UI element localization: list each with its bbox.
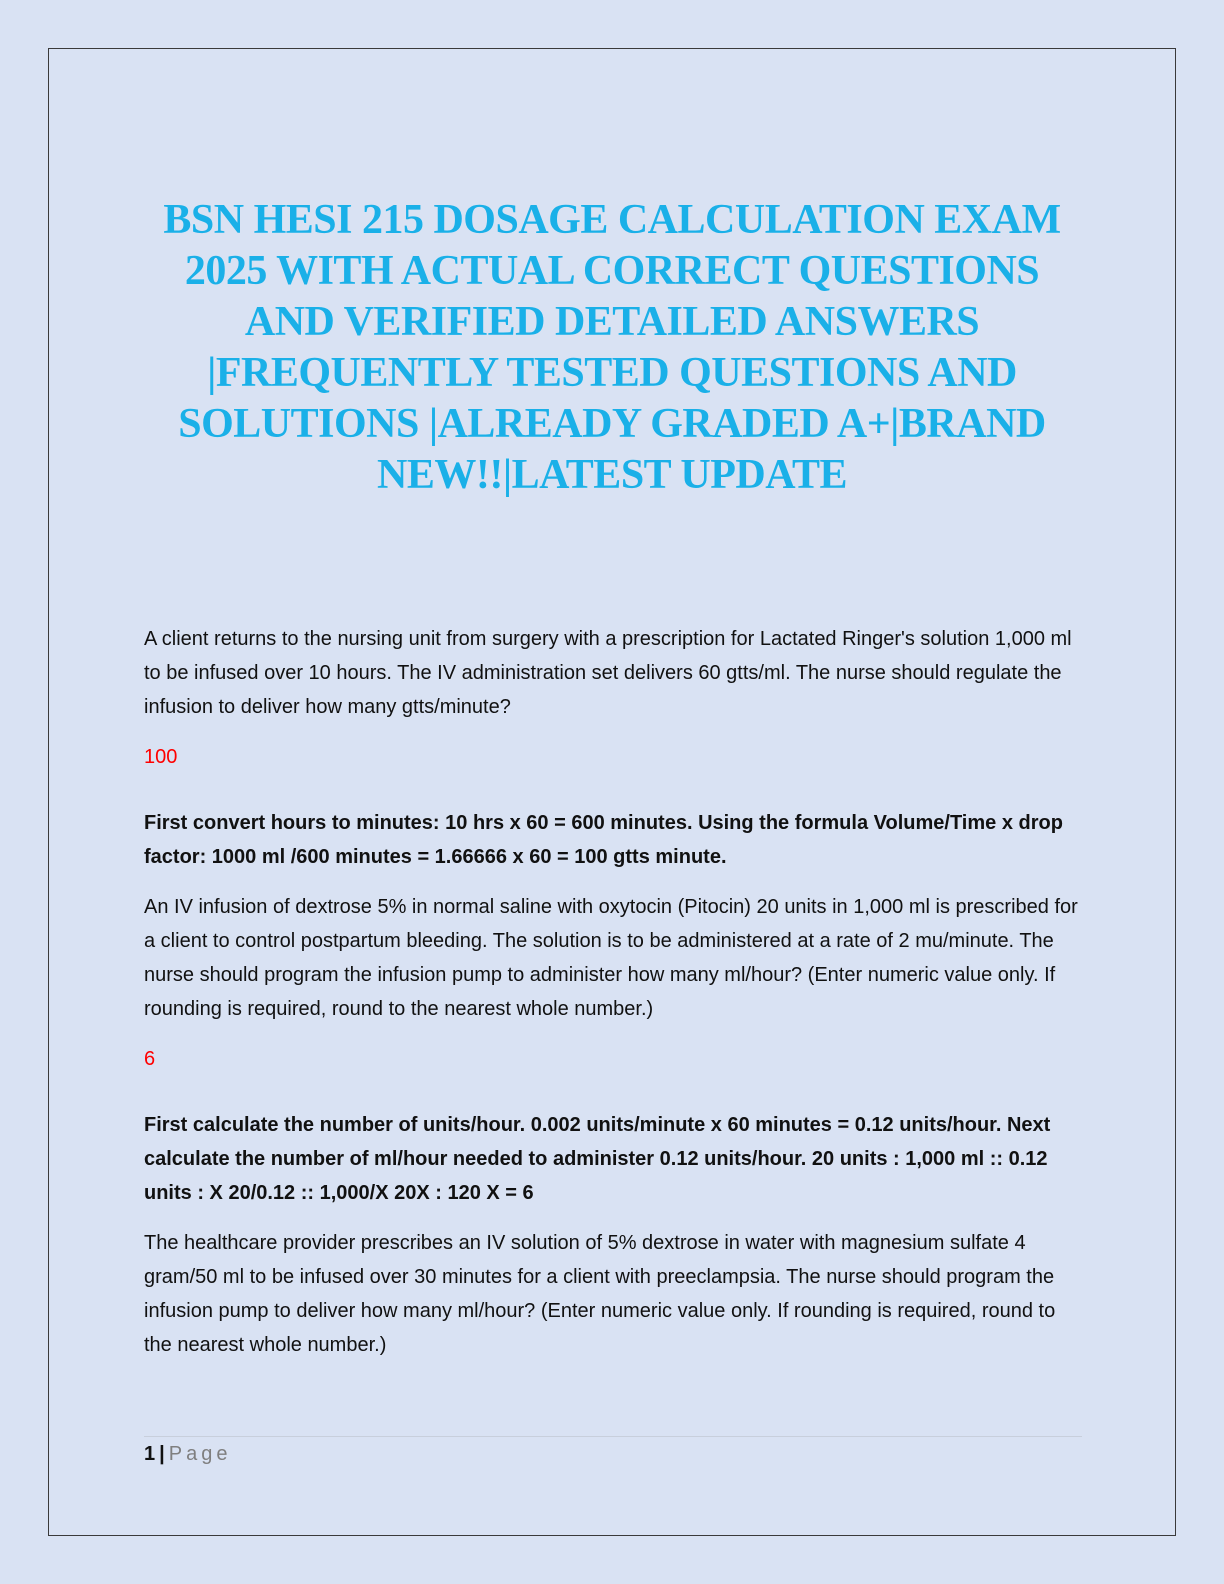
question-2: An IV infusion of dextrose 5% in normal saline with oxytocin (Pitocin) 20 units in 1,000 ml is prescribed for a client to control postpartum bleeding. The solution is to be administered at a rate of 2 mu/minute. The nurse should program the infusion pump to administer how many ml/hour? (Enter numeric value only. If rounding is required, round to the nearest whole number.) xyxy=(144,896,1078,1020)
page-number: 1 xyxy=(144,1443,156,1465)
question-3: The healthcare provider prescribes an IV solution of 5% dextrose in water with magnesium sulfate 4 gram/50 ml to be infused over 30 minutes for a client with preeclampsia. The nurse should program the infusion pump to deliver how many ml/hour? (Enter numeric value only. If rounding is required, round to the nearest whole number.) xyxy=(144,1232,1056,1356)
answer-1: 100 xyxy=(144,746,178,768)
rationale-1: First convert hours to minutes: 10 hrs x 60 = 600 minutes. Using the formula Volume/Time x drop factor: 1000 ml /600 minutes = 1.66666 x 60 = 100 gtts minute. xyxy=(144,812,1063,868)
page-footer xyxy=(144,1441,231,1467)
document-body xyxy=(144,622,1084,1378)
answer-2: 6 xyxy=(144,1048,156,1070)
question-1: A client returns to the nursing unit from surgery with a prescription for Lactated Ringer's solution 1,000 ml to be infused over 10 hours. The IV administration set delivers 60 gtts/ml. The nurse should regulate the infusion to deliver how many gtts/minute? xyxy=(144,628,1072,718)
footer-divider xyxy=(144,1436,1082,1437)
document-title: BSN HESI 215 DOSAGE CALCULATION EXAM 2025 WITH ACTUAL CORRECT QUESTIONS AND VERIFIED DETAILED ANSWERS |FREQUENTLY TESTED QUESTIONS AND SOLUTIONS |ALREADY GRADED A+|BRAND NEW!!|LATEST UPDATE xyxy=(163,197,1061,498)
rationale-2: First calculate the number of units/hour. 0.002 units/minute x 60 minutes = 0.12 units/hour. Next calculate the number of ml/hour needed to administer 0.12 units/hour. 20 units : 1,000 ml :: 0.12 units : X 20/0.12 :: 1,000/X 20X : 120 X = 6 xyxy=(144,1114,1051,1204)
footer-separator: | xyxy=(159,1443,165,1465)
page-label: Page xyxy=(168,1443,232,1465)
